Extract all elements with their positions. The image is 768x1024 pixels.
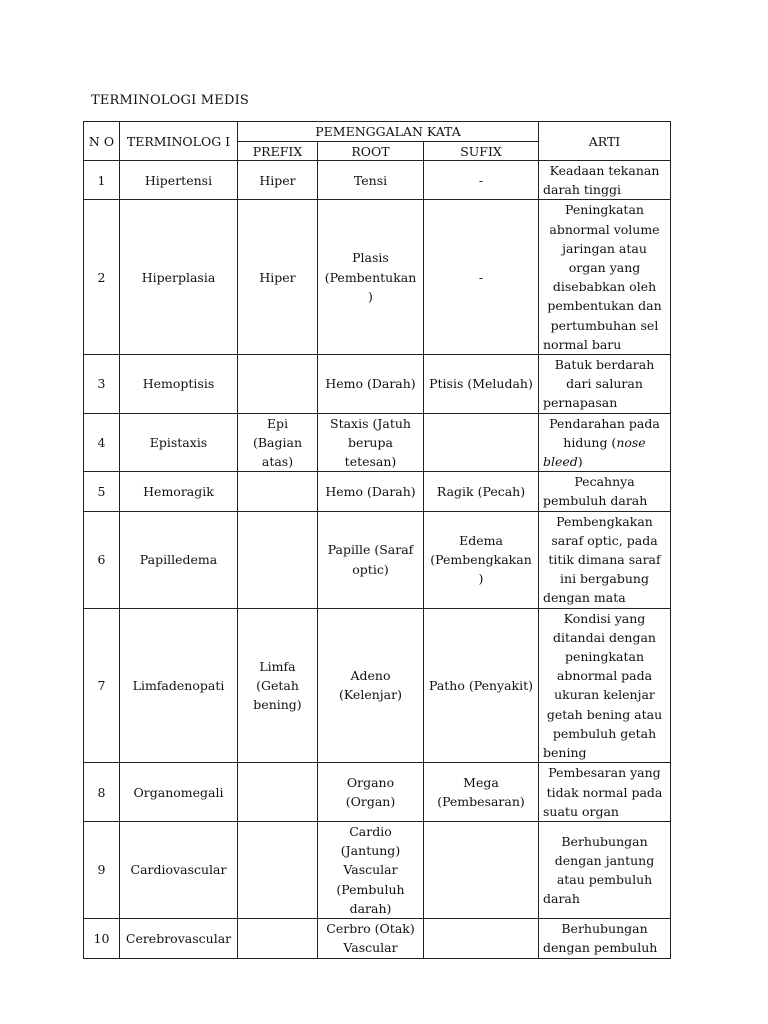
table-row <box>84 200 671 355</box>
root-cell: Hemo (Darah) <box>318 355 424 414</box>
terminology-cell: Organomegali <box>120 763 238 822</box>
prefix-cell <box>238 355 318 414</box>
row-number: 8 <box>84 763 120 822</box>
arti-cell: Peningkatan abnormal volume jaringan atau organ yang disebabkan oleh pembentukan dan pertumbuhan sel normal baru <box>539 200 671 355</box>
arti-text: Pendarahan pada hidung ( <box>549 415 660 450</box>
row-number: 6 <box>84 511 120 608</box>
arti-cell: Pembengkakan saraf optic, pada titik dimana saraf ini bergabung dengan mata <box>539 511 671 608</box>
root-cell: Papille (Saraf optic) <box>318 511 424 608</box>
prefix-cell <box>238 918 318 958</box>
arti-cell: Berhubungan dengan pembuluh <box>539 918 671 958</box>
sufix-cell: Patho (Penyakit) <box>424 608 539 763</box>
sufix-cell <box>424 413 539 472</box>
table-row <box>84 821 671 918</box>
terminology-cell: Limfadenopati <box>120 608 238 763</box>
sufix-cell: Ragik (Pecah) <box>424 472 539 511</box>
root-cell: Adeno (Kelenjar) <box>318 608 424 763</box>
row-number: 3 <box>84 355 120 414</box>
terminology-cell: Hiperplasia <box>120 200 238 355</box>
row-number: 4 <box>84 413 120 472</box>
prefix-cell <box>238 472 318 511</box>
root-cell: Staxis (Jatuh berupa tetesan) <box>318 413 424 472</box>
sufix-cell: - <box>424 161 539 200</box>
terminology-cell: Papilledema <box>120 511 238 608</box>
header-sufix: SUFIX <box>424 142 539 161</box>
prefix-cell: Hiper <box>238 161 318 200</box>
terminology-cell: Hemoragik <box>120 472 238 511</box>
sufix-cell <box>424 918 539 958</box>
root-cell: Plasis (Pembentukan ) <box>318 200 424 355</box>
terminology-cell: Cardiovascular <box>120 821 238 918</box>
prefix-cell <box>238 763 318 822</box>
arti-cell: Pembesaran yang tidak normal pada suatu organ <box>539 763 671 822</box>
table-row <box>84 918 671 958</box>
table-row <box>84 413 671 472</box>
arti-italic-text: nose bleed <box>543 434 646 470</box>
terminology-cell: Cerebrovascular <box>120 918 238 958</box>
prefix-cell: Epi (Bagian atas) <box>238 413 318 472</box>
row-number: 5 <box>84 472 120 511</box>
arti-cell: Kondisi yang ditandai dengan peningkatan abnormal pada ukuran kelenjar getah bening atau pembuluh getah bening <box>539 608 671 763</box>
sufix-cell: Ptisis (Meludah) <box>424 355 539 414</box>
arti-cell: Berhubungan dengan jantung atau pembuluh darah <box>539 821 671 918</box>
header-terminologi: TERMINOLOG I <box>120 122 238 161</box>
header-pemenggalan-kata: PEMENGGALAN KATA <box>238 122 539 142</box>
header-arti: ARTI <box>539 122 671 161</box>
root-cell: Tensi <box>318 161 424 200</box>
prefix-cell: Hiper <box>238 200 318 355</box>
row-number: 9 <box>84 821 120 918</box>
document-title: TERMINOLOGI MEDIS <box>91 93 250 108</box>
header-prefix: PREFIX <box>238 142 318 161</box>
row-number: 7 <box>84 608 120 763</box>
terminology-cell: Hipertensi <box>120 161 238 200</box>
arti-text-end: ) <box>577 454 583 470</box>
prefix-cell <box>238 821 318 918</box>
sufix-cell: Edema (Pembengkakan ) <box>424 511 539 608</box>
terminology-cell: Hemoptisis <box>120 355 238 414</box>
table-row <box>84 763 671 822</box>
header-root: ROOT <box>318 142 424 161</box>
sufix-cell <box>424 821 539 918</box>
terminology-cell: Epistaxis <box>120 413 238 472</box>
table-row <box>84 161 671 200</box>
root-cell: Organo (Organ) <box>318 763 424 822</box>
terminology-table <box>83 121 671 959</box>
prefix-cell: Limfa (Getah bening) <box>238 608 318 763</box>
row-number: 1 <box>84 161 120 200</box>
row-number: 10 <box>84 918 120 958</box>
arti-cell: Keadaan tekanan darah tinggi <box>539 161 671 200</box>
table-row <box>84 355 671 414</box>
table-row <box>84 472 671 511</box>
sufix-cell: Mega (Pembesaran) <box>424 763 539 822</box>
table-row <box>84 511 671 608</box>
header-no: N O <box>84 122 120 161</box>
sufix-cell: - <box>424 200 539 355</box>
arti-cell <box>539 413 671 472</box>
arti-cell: Batuk berdarah dari saluran pernapasan <box>539 355 671 414</box>
table-row <box>84 608 671 763</box>
arti-cell: Pecahnya pembuluh darah <box>539 472 671 511</box>
prefix-cell <box>238 511 318 608</box>
root-cell: Hemo (Darah) <box>318 472 424 511</box>
row-number: 2 <box>84 200 120 355</box>
root-cell: Cerbro (Otak) Vascular <box>318 918 424 958</box>
root-cell: Cardio (Jantung) Vascular (Pembuluh darah) <box>318 821 424 918</box>
